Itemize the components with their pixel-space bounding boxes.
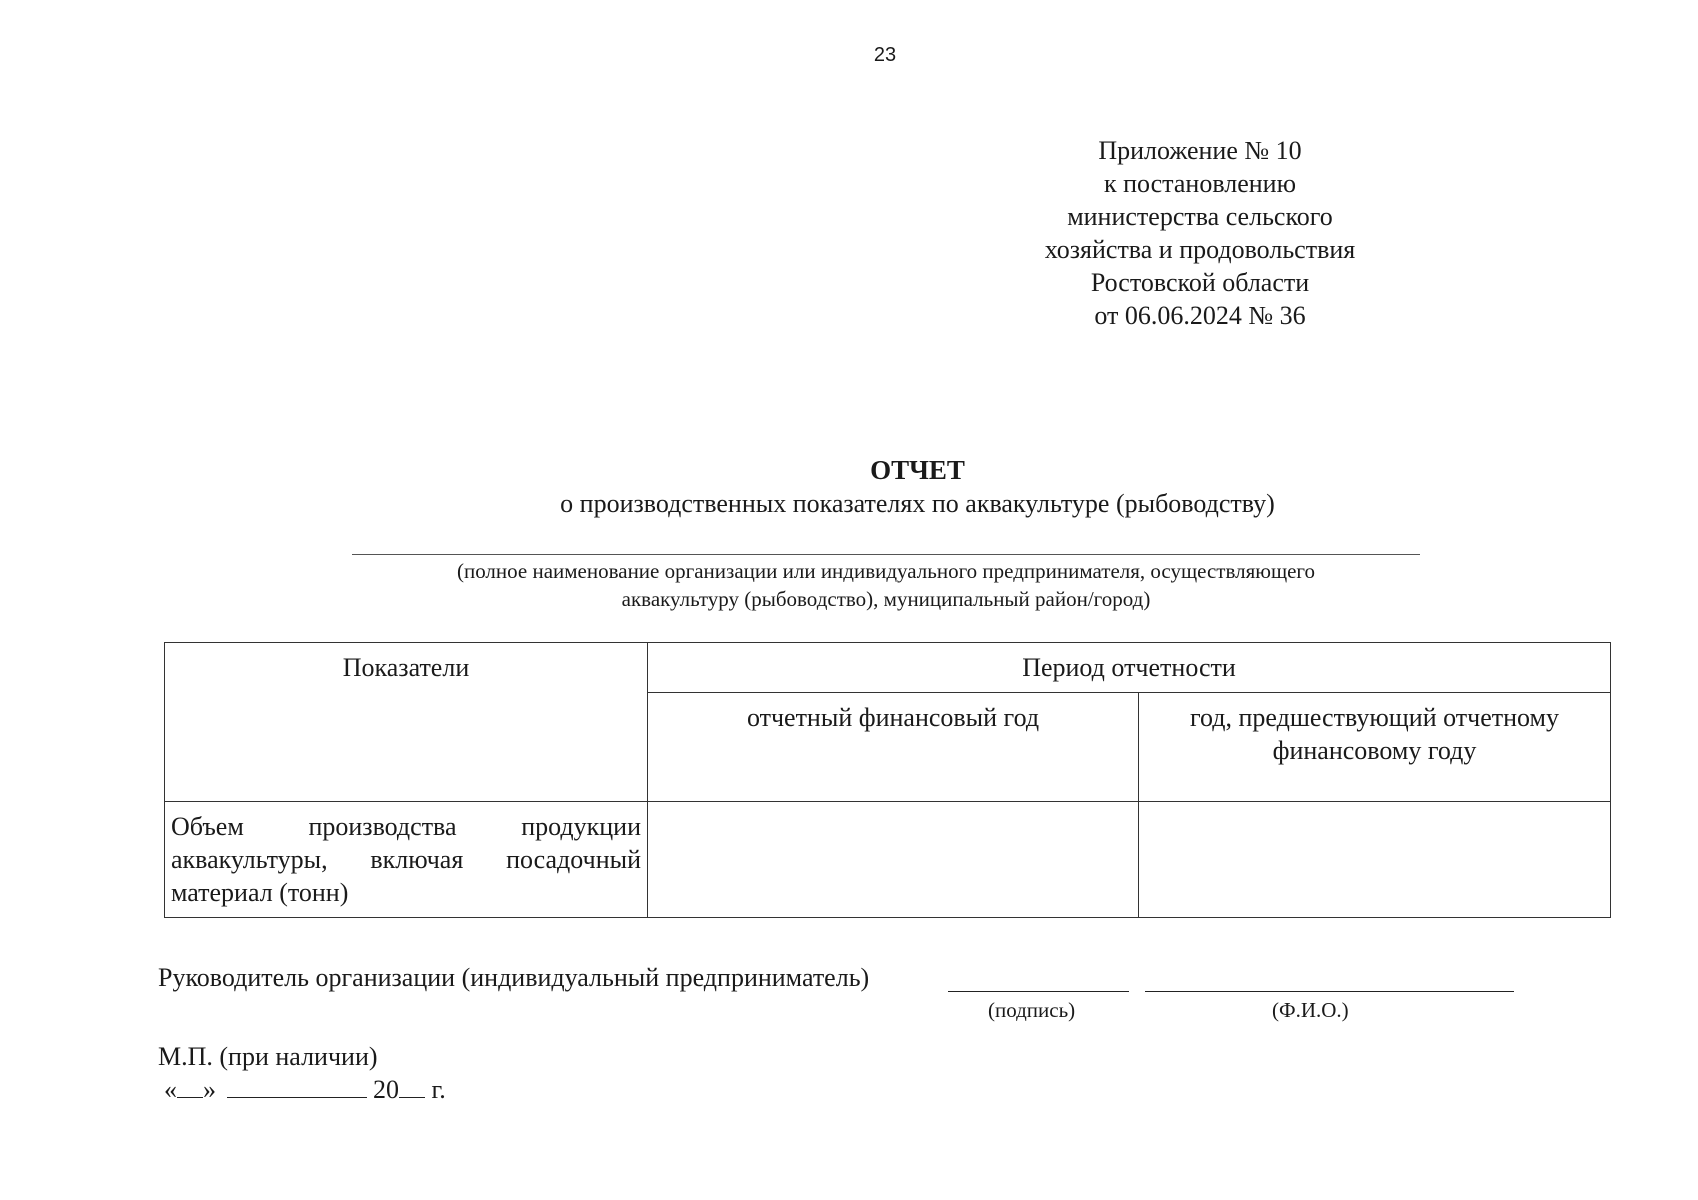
organization-name-field[interactable] xyxy=(352,554,1420,555)
report-title: ОТЧЕТ xyxy=(870,455,965,485)
full-name-field[interactable] xyxy=(1145,991,1514,992)
signature-label: Руководитель организации (индивидуальный предприниматель) xyxy=(158,963,870,992)
header-previous-year: год, предшествующий отчетному финансовому году xyxy=(1139,693,1611,802)
cell-current-year-value[interactable] xyxy=(648,802,1139,918)
date-line xyxy=(164,1075,446,1105)
day-field[interactable] xyxy=(177,1075,203,1098)
month-field[interactable] xyxy=(227,1075,367,1098)
appendix-line: министерства сельского xyxy=(1067,202,1333,231)
header-current-year: отчетный финансовый год xyxy=(648,693,1139,802)
date-open-quote: « xyxy=(164,1075,177,1104)
report-subtitle: о производственных показателях по аквакультуре (рыбоводству) xyxy=(560,489,1275,518)
year-field[interactable] xyxy=(399,1075,425,1098)
table-header-row xyxy=(165,643,1611,693)
signature-field[interactable] xyxy=(948,991,1129,992)
organization-name-caption xyxy=(352,557,1420,613)
date-close-quote: » xyxy=(203,1075,216,1104)
year-prefix: 20 xyxy=(373,1075,399,1104)
cell-previous-year-value[interactable] xyxy=(1139,802,1611,918)
table-row xyxy=(165,802,1611,918)
caption-line: (полное наименование организации или индивидуального предпринимателя, осуществляющего xyxy=(456,559,1316,583)
appendix-line: Ростовской области xyxy=(1090,268,1310,297)
appendix-line: от 06.06.2024 № 36 xyxy=(1094,301,1306,330)
caption-line: аквакультуру (рыбоводство), муниципальный район/город) xyxy=(621,587,1151,611)
stamp-place: М.П. (при наличии) xyxy=(158,1042,378,1071)
report-table xyxy=(164,642,1611,918)
header-period: Период отчетности xyxy=(648,643,1611,693)
signature-caption: (подпись) xyxy=(988,998,1076,1022)
appendix-line: Приложение № 10 xyxy=(1098,136,1302,165)
appendix-header xyxy=(1000,134,1400,332)
page-number: 23 xyxy=(873,44,897,66)
appendix-line: хозяйства и продовольствия xyxy=(1044,235,1356,264)
row-label-production-volume: Объем производства продукции аквакультуры, включая посадочный материал (тонн) xyxy=(165,802,648,918)
full-name-caption: (Ф.И.О.) xyxy=(1272,998,1349,1022)
year-suffix: г. xyxy=(431,1075,446,1104)
appendix-line: к постановлению xyxy=(1103,169,1297,198)
header-indicators: Показатели xyxy=(165,643,648,802)
